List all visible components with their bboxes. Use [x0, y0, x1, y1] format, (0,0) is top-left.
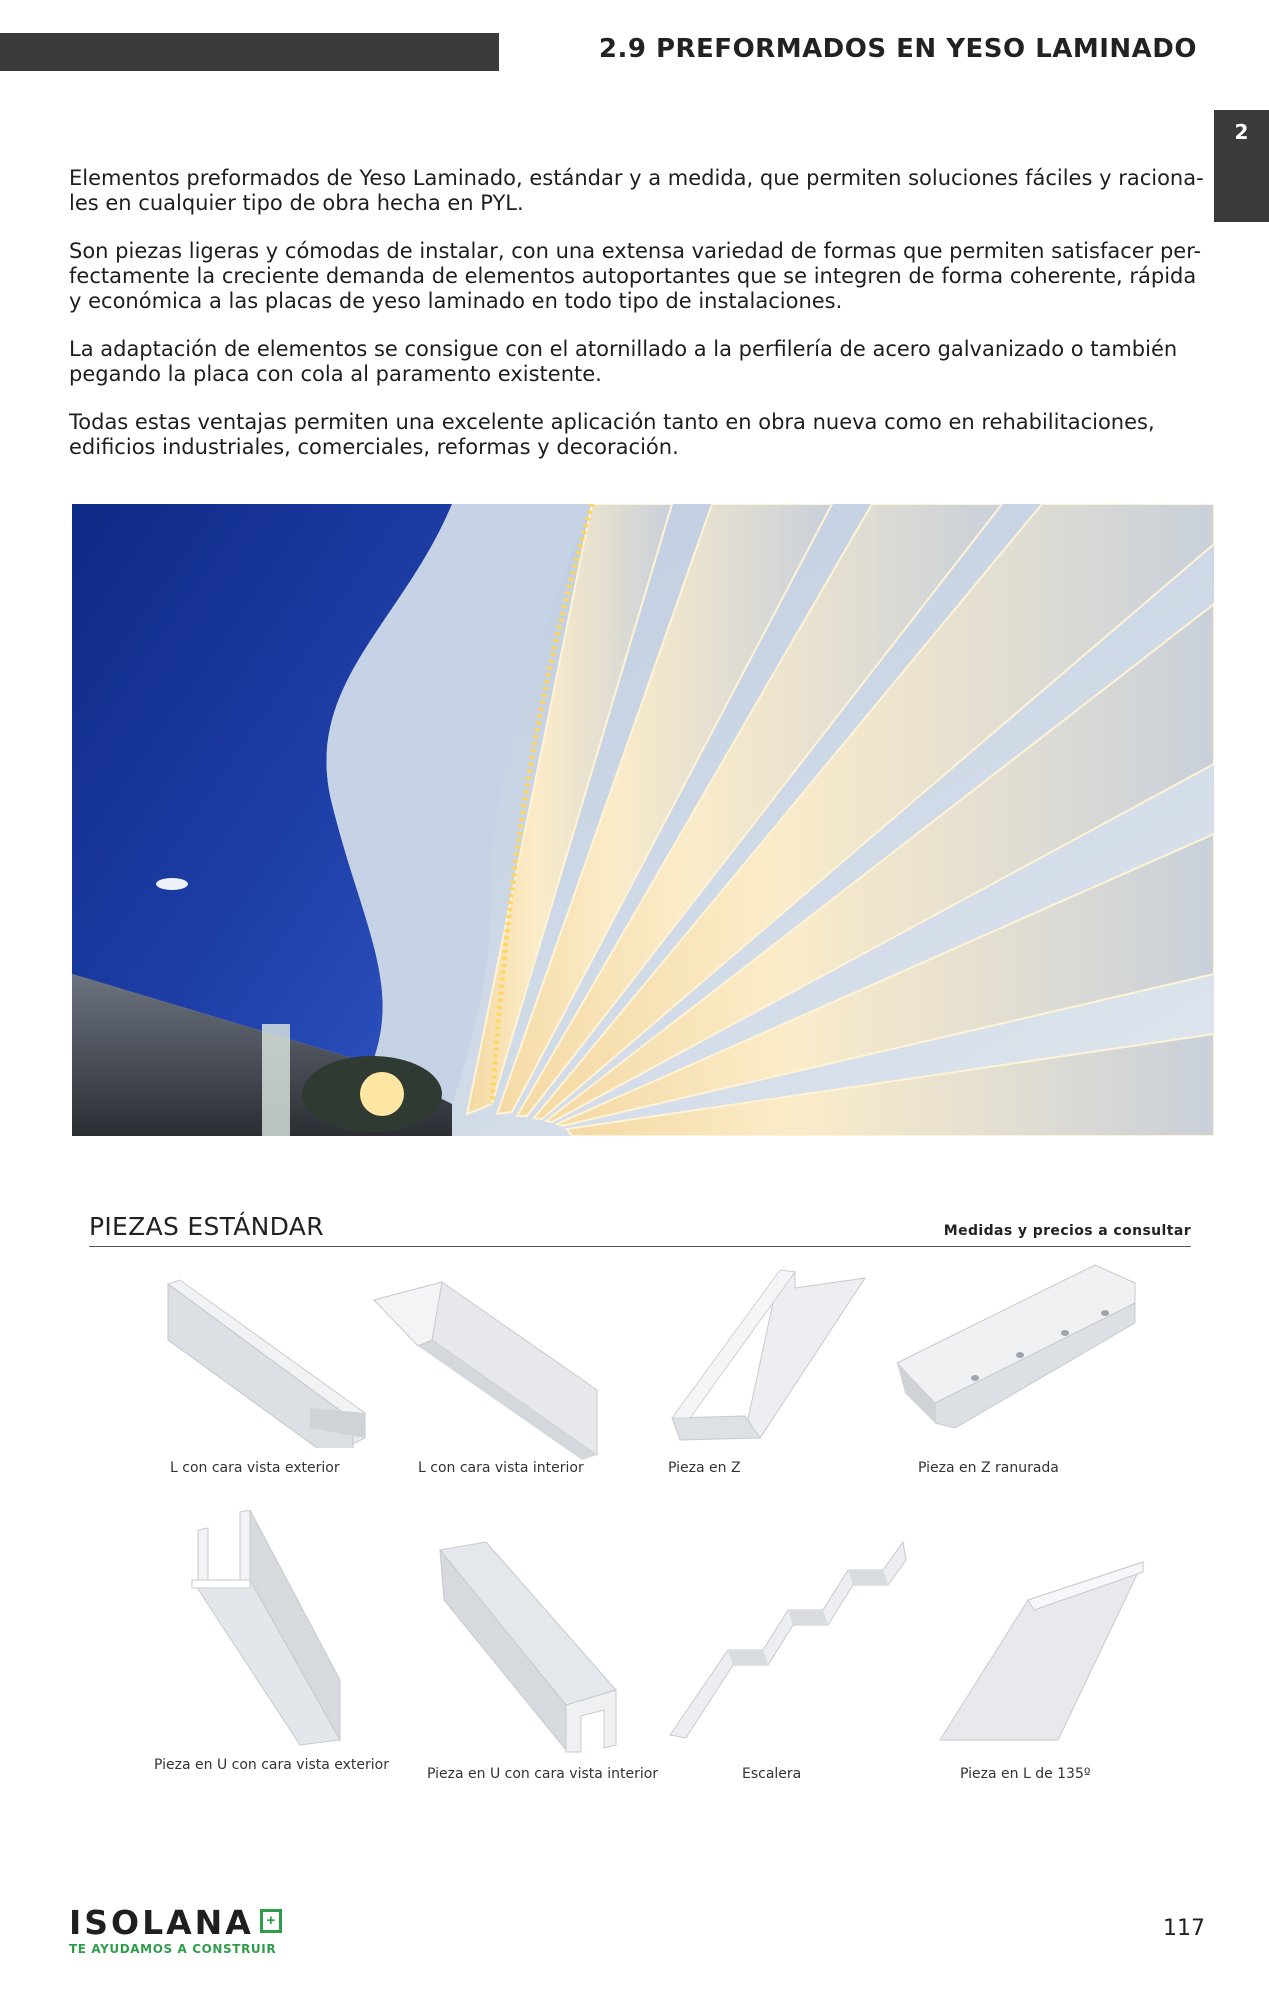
l-profile-interior-icon — [372, 1280, 602, 1460]
pieces-heading: PIEZAS ESTÁNDAR — [89, 1212, 324, 1241]
u-profile-exterior-icon — [190, 1510, 350, 1750]
z-profile-icon — [670, 1268, 870, 1448]
brand-logo[interactable] — [69, 1905, 282, 1956]
piece-caption: Pieza en L de 135º — [960, 1766, 1091, 1782]
section-title: 2.9 PREFORMADOS EN YESO LAMINADO — [598, 34, 1197, 64]
pieces-note: Medidas y precios a consultar — [943, 1223, 1191, 1239]
u-profile-interior-icon — [436, 1540, 621, 1755]
piece-caption: L con cara vista exterior — [170, 1460, 340, 1476]
intro-paragraph: Todas estas ventajas permiten una excelente aplicación tanto en obra nueva como en rehabilitaciones, edificios industriales, comerciales, reformas y decoración. — [69, 410, 1155, 459]
brand-name: ISOLANA — [69, 1903, 254, 1942]
piece-caption: Pieza en Z ranurada — [918, 1460, 1059, 1476]
l-profile-exterior-icon — [160, 1278, 370, 1448]
intro-paragraph: Elementos preformados de Yeso Laminado, estándar y a medida, que permiten soluciones fáciles y raciona-les en cualquier tipo de obra hecha en PYL. — [69, 166, 1204, 215]
hero-ceiling-photo — [72, 504, 1214, 1136]
intro-paragraph: Son piezas ligeras y cómodas de instalar, con una extensa variedad de formas que permiten satisfacer per-fectamente la creciente demanda de elementos autoportantes que se integren de forma coherente, rápida y económica a las placas de yeso laminado en todo tipo de instalaciones. — [69, 239, 1202, 313]
l135-profile-icon — [938, 1560, 1148, 1745]
intro-text — [69, 166, 1209, 483]
chapter-number: 2 — [1234, 120, 1249, 144]
brand-badge-icon: + — [260, 1909, 282, 1933]
piece-caption: Escalera — [742, 1766, 802, 1782]
header-bar — [0, 33, 499, 71]
piece-caption: Pieza en Z — [668, 1460, 741, 1476]
z-slotted-profile-icon — [895, 1263, 1140, 1433]
intro-paragraph: La adaptación de elementos se consigue con el atornillado a la perfilería de acero galvanizado o también pegando la placa con cola al paramento existente. — [69, 337, 1178, 386]
piece-caption: L con cara vista interior — [418, 1460, 584, 1476]
page-number: 117 — [1163, 1916, 1205, 1941]
stair-profile-icon — [668, 1540, 908, 1740]
chapter-tab[interactable] — [1214, 110, 1269, 222]
pieces-section-header — [89, 1210, 1191, 1247]
piece-caption: Pieza en U con cara vista exterior — [154, 1757, 390, 1773]
piece-caption: Pieza en U con cara vista interior — [427, 1766, 659, 1782]
brand-tagline: TE AYUDAMOS A CONSTRUIR — [69, 1942, 277, 1956]
